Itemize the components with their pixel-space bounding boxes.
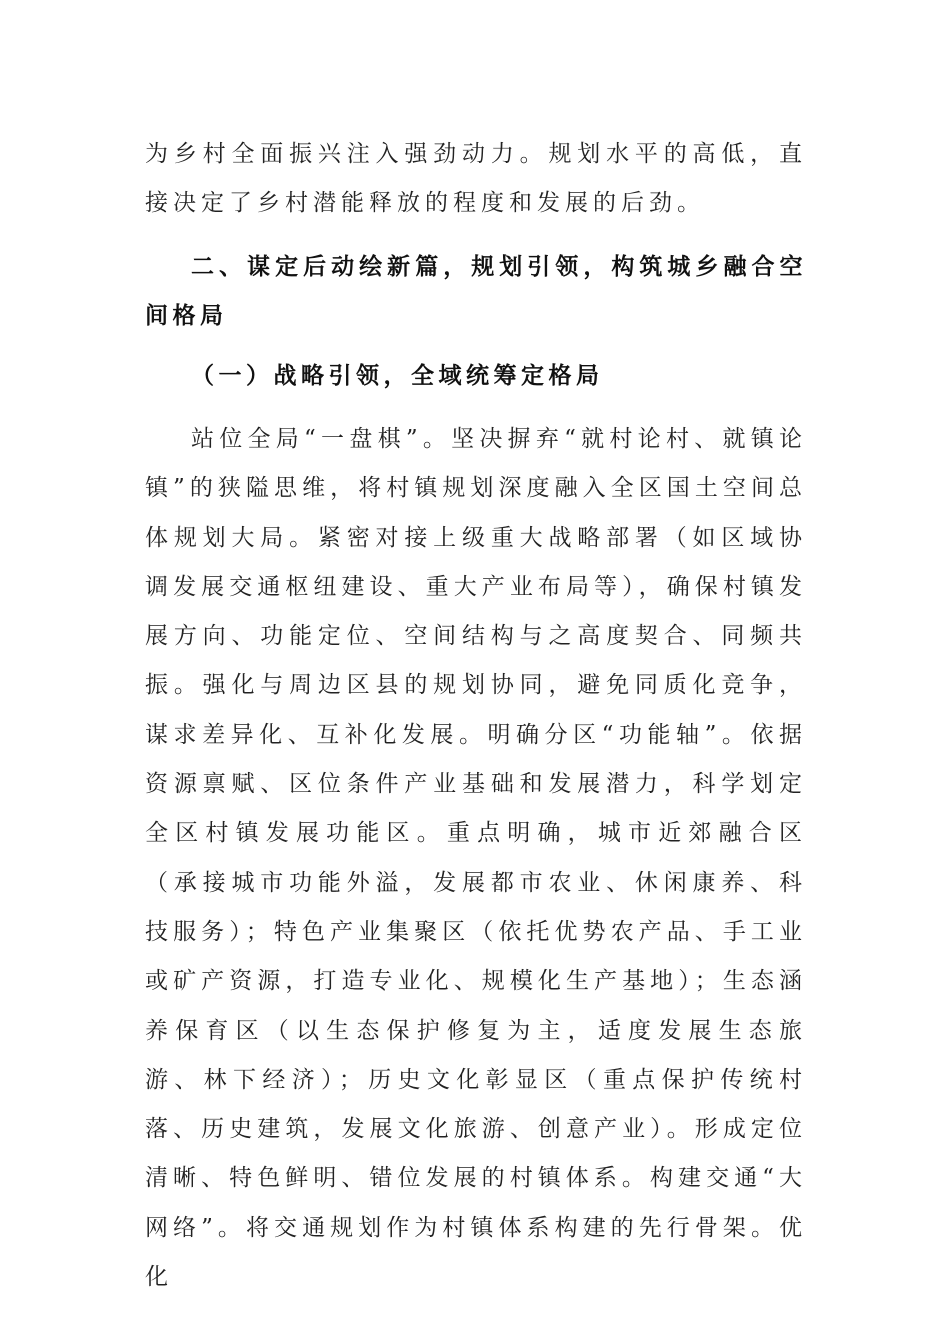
body-paragraph: 站位全局“一盘棋”。坚决摒弃“就村论村、就镇论镇”的狭隘思维，将村镇规划深度融入全区国土空间总体规划大局。紧密对接上级重大战略部署（如区域协调发展交通枢纽建设、重大产业布局等），确保村镇发展方向、功能定位、空间结构与之高度契合、同频共振。强化与周边区县的规划协同，避免同质化竞争，谋求差异化、互补化发展。明确分区“功能轴”。依据资源禀赋、区位条件产业基础和发展潜力，科学划定全区村镇发展功能区。重点明确，城市近郊融合区（承接城市功能外溢，发展都市农业、休闲康养、科技服务）；特色产业集聚区（依托优势农产品、手工业或矿产资源，打造专业化、规模化生产基地）；生态涵养保育区（以生态保护修复为主，适度发展生态旅游、林下经济）；历史文化彰显区（重点保护传统村落、历史建筑，发展文化旅游、创意产业）。形成定位清晰、特色鲜明、错位发展的村镇体系。构建交通“大网络”。将交通规划作为村镇体系构建的先行骨架。优化 xyxy=(145,426,807,1291)
subsection-heading: （一）战略引领，全域统筹定格局 xyxy=(191,363,604,389)
continuation-paragraph: 为乡村全面振兴注入强劲动力。规划水平的高低，直接决定了乡村潜能释放的程度和发展的后劲。 xyxy=(145,141,807,217)
section-heading: 二、谋定后动绘新篇，规划引领，构筑城乡融合空间格局 xyxy=(145,254,807,329)
